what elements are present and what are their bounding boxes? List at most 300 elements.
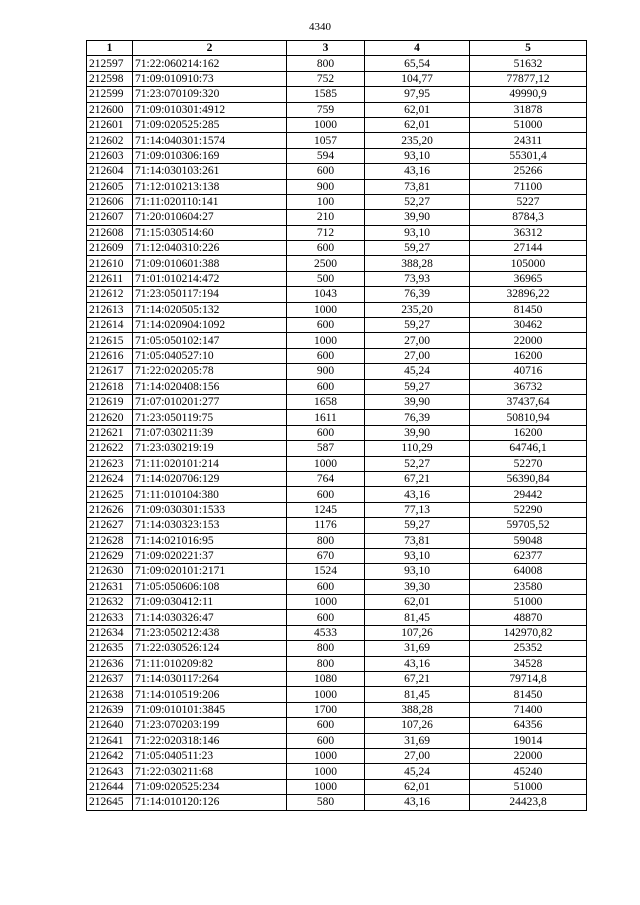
cadastral-number-cell: 71:14:030103:261 — [133, 164, 287, 179]
value-cell: 51000 — [470, 595, 587, 610]
row-number-cell: 212613 — [87, 302, 133, 317]
table-row — [87, 548, 587, 563]
column-header-2: 2 — [133, 41, 287, 56]
rate-cell: 93,10 — [365, 148, 470, 163]
cadastral-number-cell: 71:09:030301:1533 — [133, 502, 287, 517]
cadastral-number-cell: 71:05:050606:108 — [133, 579, 287, 594]
area-cell: 1176 — [287, 518, 365, 533]
area-cell: 210 — [287, 210, 365, 225]
cadastral-number-cell: 71:14:021016:95 — [133, 533, 287, 548]
row-number-cell: 212638 — [87, 687, 133, 702]
area-cell: 800 — [287, 656, 365, 671]
rate-cell: 59,27 — [365, 241, 470, 256]
table-row — [87, 579, 587, 594]
table-row — [87, 364, 587, 379]
area-cell: 4533 — [287, 625, 365, 640]
value-cell: 25352 — [470, 641, 587, 656]
table-row — [87, 302, 587, 317]
value-cell: 24423,8 — [470, 795, 587, 810]
area-cell: 1000 — [287, 764, 365, 779]
area-cell: 600 — [287, 348, 365, 363]
value-cell: 52290 — [470, 502, 587, 517]
cadastral-number-cell: 71:23:030219:19 — [133, 441, 287, 456]
table-row — [87, 702, 587, 717]
area-cell: 600 — [287, 425, 365, 440]
area-cell: 900 — [287, 179, 365, 194]
rate-cell: 93,10 — [365, 548, 470, 563]
row-number-cell: 212634 — [87, 625, 133, 640]
table-row — [87, 502, 587, 517]
rate-cell: 73,93 — [365, 271, 470, 286]
row-number-cell: 212629 — [87, 548, 133, 563]
table-row — [87, 271, 587, 286]
value-cell: 51632 — [470, 56, 587, 71]
rate-cell: 59,27 — [365, 318, 470, 333]
rate-cell: 73,81 — [365, 533, 470, 548]
value-cell: 79714,8 — [470, 672, 587, 687]
area-cell: 1000 — [287, 117, 365, 132]
row-number-cell: 212606 — [87, 194, 133, 209]
value-cell: 64356 — [470, 718, 587, 733]
rate-cell: 45,24 — [365, 364, 470, 379]
cadastral-number-cell: 71:20:010604:27 — [133, 210, 287, 225]
cadastral-number-cell: 71:14:030117:264 — [133, 672, 287, 687]
value-cell: 81450 — [470, 687, 587, 702]
rate-cell: 93,10 — [365, 225, 470, 240]
value-cell: 22000 — [470, 333, 587, 348]
row-number-cell: 212645 — [87, 795, 133, 810]
area-cell: 1611 — [287, 410, 365, 425]
cadastral-number-cell: 71:11:020101:214 — [133, 456, 287, 471]
cadastral-number-cell: 71:12:040310:226 — [133, 241, 287, 256]
area-cell: 600 — [287, 379, 365, 394]
row-number-cell: 212597 — [87, 56, 133, 71]
row-number-cell: 212619 — [87, 394, 133, 409]
table-row — [87, 456, 587, 471]
table-header — [87, 41, 587, 56]
rate-cell: 52,27 — [365, 456, 470, 471]
table-row — [87, 672, 587, 687]
table-row — [87, 287, 587, 302]
table-row — [87, 533, 587, 548]
table-row — [87, 779, 587, 794]
cadastral-number-cell: 71:14:020904:1092 — [133, 318, 287, 333]
cadastral-number-cell: 71:14:040301:1574 — [133, 133, 287, 148]
value-cell: 34528 — [470, 656, 587, 671]
table-row — [87, 164, 587, 179]
table-row — [87, 71, 587, 86]
area-cell: 600 — [287, 610, 365, 625]
cadastral-number-cell: 71:11:010104:380 — [133, 487, 287, 502]
area-cell: 600 — [287, 579, 365, 594]
cadastral-number-cell: 71:09:020525:234 — [133, 779, 287, 794]
area-cell: 600 — [287, 318, 365, 333]
value-cell: 27144 — [470, 241, 587, 256]
rate-cell: 39,90 — [365, 425, 470, 440]
table-row — [87, 641, 587, 656]
area-cell: 670 — [287, 548, 365, 563]
area-cell: 759 — [287, 102, 365, 117]
table-row — [87, 610, 587, 625]
area-cell: 1000 — [287, 687, 365, 702]
row-number-cell: 212636 — [87, 656, 133, 671]
column-header-5: 5 — [470, 41, 587, 56]
table-row — [87, 687, 587, 702]
area-cell: 600 — [287, 718, 365, 733]
row-number-cell: 212642 — [87, 748, 133, 763]
area-cell: 600 — [287, 164, 365, 179]
row-number-cell: 212615 — [87, 333, 133, 348]
value-cell: 71400 — [470, 702, 587, 717]
table-row — [87, 117, 587, 132]
land-register-table — [86, 40, 587, 811]
cadastral-number-cell: 71:23:070203:199 — [133, 718, 287, 733]
value-cell: 51000 — [470, 779, 587, 794]
rate-cell: 77,13 — [365, 502, 470, 517]
cadastral-number-cell: 71:23:070109:320 — [133, 87, 287, 102]
row-number-cell: 212641 — [87, 733, 133, 748]
rate-cell: 27,00 — [365, 748, 470, 763]
area-cell: 1245 — [287, 502, 365, 517]
row-number-cell: 212600 — [87, 102, 133, 117]
area-cell: 1000 — [287, 779, 365, 794]
row-number-cell: 212623 — [87, 456, 133, 471]
value-cell: 50810,94 — [470, 410, 587, 425]
area-cell: 1000 — [287, 333, 365, 348]
rate-cell: 73,81 — [365, 179, 470, 194]
cadastral-number-cell: 71:11:020110:141 — [133, 194, 287, 209]
rate-cell: 59,27 — [365, 379, 470, 394]
row-number-cell: 212618 — [87, 379, 133, 394]
row-number-cell: 212617 — [87, 364, 133, 379]
rate-cell: 62,01 — [365, 779, 470, 794]
cadastral-number-cell: 71:11:010209:82 — [133, 656, 287, 671]
value-cell: 62377 — [470, 548, 587, 563]
area-cell: 1000 — [287, 456, 365, 471]
row-number-cell: 212610 — [87, 256, 133, 271]
area-cell: 600 — [287, 487, 365, 502]
row-number-cell: 212603 — [87, 148, 133, 163]
value-cell: 64746,1 — [470, 441, 587, 456]
cadastral-number-cell: 71:14:010519:206 — [133, 687, 287, 702]
table-row — [87, 148, 587, 163]
cadastral-number-cell: 71:22:020205:78 — [133, 364, 287, 379]
cadastral-number-cell: 71:05:040527:10 — [133, 348, 287, 363]
value-cell: 16200 — [470, 348, 587, 363]
table-row — [87, 102, 587, 117]
table-row — [87, 656, 587, 671]
value-cell: 8784,3 — [470, 210, 587, 225]
value-cell: 51000 — [470, 117, 587, 132]
value-cell: 105000 — [470, 256, 587, 271]
rate-cell: 81,45 — [365, 687, 470, 702]
row-number-cell: 212633 — [87, 610, 133, 625]
rate-cell: 39,90 — [365, 394, 470, 409]
area-cell: 1000 — [287, 748, 365, 763]
row-number-cell: 212598 — [87, 71, 133, 86]
area-cell: 1700 — [287, 702, 365, 717]
area-cell: 500 — [287, 271, 365, 286]
area-cell: 764 — [287, 471, 365, 486]
table-row — [87, 348, 587, 363]
row-number-cell: 212644 — [87, 779, 133, 794]
table-row — [87, 56, 587, 71]
cadastral-number-cell: 71:22:060214:162 — [133, 56, 287, 71]
value-cell: 22000 — [470, 748, 587, 763]
row-number-cell: 212614 — [87, 318, 133, 333]
table-row — [87, 133, 587, 148]
table-row — [87, 425, 587, 440]
rate-cell: 45,24 — [365, 764, 470, 779]
row-number-cell: 212643 — [87, 764, 133, 779]
area-cell: 900 — [287, 364, 365, 379]
value-cell: 40716 — [470, 364, 587, 379]
area-cell: 1000 — [287, 595, 365, 610]
cadastral-number-cell: 71:09:030412:11 — [133, 595, 287, 610]
rate-cell: 39,30 — [365, 579, 470, 594]
rate-cell: 104,77 — [365, 71, 470, 86]
table-row — [87, 718, 587, 733]
table-row — [87, 733, 587, 748]
column-header-4: 4 — [365, 41, 470, 56]
value-cell: 48870 — [470, 610, 587, 625]
area-cell: 1658 — [287, 394, 365, 409]
area-cell: 712 — [287, 225, 365, 240]
table-row — [87, 625, 587, 640]
area-cell: 600 — [287, 241, 365, 256]
rate-cell: 62,01 — [365, 117, 470, 132]
rate-cell: 43,16 — [365, 795, 470, 810]
rate-cell: 62,01 — [365, 595, 470, 610]
cadastral-number-cell: 71:14:020408:156 — [133, 379, 287, 394]
area-cell: 587 — [287, 441, 365, 456]
value-cell: 36732 — [470, 379, 587, 394]
area-cell: 1000 — [287, 302, 365, 317]
row-number-cell: 212604 — [87, 164, 133, 179]
area-cell: 2500 — [287, 256, 365, 271]
area-cell: 752 — [287, 71, 365, 86]
rate-cell: 67,21 — [365, 471, 470, 486]
table-row — [87, 210, 587, 225]
row-number-cell: 212630 — [87, 564, 133, 579]
value-cell: 30462 — [470, 318, 587, 333]
rate-cell: 43,16 — [365, 656, 470, 671]
area-cell: 1043 — [287, 287, 365, 302]
area-cell: 800 — [287, 641, 365, 656]
row-number-cell: 212640 — [87, 718, 133, 733]
table-row — [87, 179, 587, 194]
cadastral-number-cell: 71:22:030211:68 — [133, 764, 287, 779]
rate-cell: 67,21 — [365, 672, 470, 687]
column-header-1: 1 — [87, 41, 133, 56]
row-number-cell: 212637 — [87, 672, 133, 687]
row-number-cell: 212599 — [87, 87, 133, 102]
area-cell: 800 — [287, 533, 365, 548]
table-row — [87, 379, 587, 394]
value-cell: 81450 — [470, 302, 587, 317]
cadastral-number-cell: 71:09:010910:73 — [133, 71, 287, 86]
row-number-cell: 212627 — [87, 518, 133, 533]
table-row — [87, 471, 587, 486]
row-number-cell: 212624 — [87, 471, 133, 486]
cadastral-number-cell: 71:09:010601:388 — [133, 256, 287, 271]
value-cell: 77877,12 — [470, 71, 587, 86]
cadastral-number-cell: 71:22:030526:124 — [133, 641, 287, 656]
cadastral-number-cell: 71:14:020706:129 — [133, 471, 287, 486]
cadastral-number-cell: 71:09:010306:169 — [133, 148, 287, 163]
row-number-cell: 212605 — [87, 179, 133, 194]
row-number-cell: 212609 — [87, 241, 133, 256]
row-number-cell: 212620 — [87, 410, 133, 425]
cadastral-number-cell: 71:12:010213:138 — [133, 179, 287, 194]
area-cell: 1080 — [287, 672, 365, 687]
row-number-cell: 212631 — [87, 579, 133, 594]
value-cell: 19014 — [470, 733, 587, 748]
row-number-cell: 212608 — [87, 225, 133, 240]
rate-cell: 97,95 — [365, 87, 470, 102]
table-row — [87, 225, 587, 240]
row-number-cell: 212639 — [87, 702, 133, 717]
cadastral-number-cell: 71:23:050117:194 — [133, 287, 287, 302]
table-row — [87, 487, 587, 502]
row-number-cell: 212611 — [87, 271, 133, 286]
rate-cell: 81,45 — [365, 610, 470, 625]
cadastral-number-cell: 71:01:010214:472 — [133, 271, 287, 286]
row-number-cell: 212612 — [87, 287, 133, 302]
value-cell: 16200 — [470, 425, 587, 440]
value-cell: 49990,9 — [470, 87, 587, 102]
table-row — [87, 795, 587, 810]
value-cell: 52270 — [470, 456, 587, 471]
value-cell: 32896,22 — [470, 287, 587, 302]
rate-cell: 31,69 — [365, 733, 470, 748]
rate-cell: 27,00 — [365, 333, 470, 348]
rate-cell: 52,27 — [365, 194, 470, 209]
table-row — [87, 256, 587, 271]
value-cell: 45240 — [470, 764, 587, 779]
row-number-cell: 212601 — [87, 117, 133, 132]
table-row — [87, 394, 587, 409]
table-row — [87, 318, 587, 333]
value-cell: 37437,64 — [470, 394, 587, 409]
cadastral-number-cell: 71:05:050102:147 — [133, 333, 287, 348]
value-cell: 36965 — [470, 271, 587, 286]
value-cell: 25266 — [470, 164, 587, 179]
value-cell: 23580 — [470, 579, 587, 594]
rate-cell: 76,39 — [365, 410, 470, 425]
table-row — [87, 564, 587, 579]
value-cell: 36312 — [470, 225, 587, 240]
cadastral-number-cell: 71:09:010301:4912 — [133, 102, 287, 117]
rate-cell: 39,90 — [365, 210, 470, 225]
rate-cell: 107,26 — [365, 718, 470, 733]
value-cell: 59705,52 — [470, 518, 587, 533]
row-number-cell: 212602 — [87, 133, 133, 148]
table-row — [87, 194, 587, 209]
table-row — [87, 764, 587, 779]
value-cell: 31878 — [470, 102, 587, 117]
table-row — [87, 518, 587, 533]
value-cell: 142970,82 — [470, 625, 587, 640]
rate-cell: 93,10 — [365, 564, 470, 579]
value-cell: 59048 — [470, 533, 587, 548]
table-row — [87, 333, 587, 348]
row-number-cell: 212621 — [87, 425, 133, 440]
page-number: 4340 — [309, 21, 331, 33]
row-number-cell: 212632 — [87, 595, 133, 610]
row-number-cell: 212616 — [87, 348, 133, 363]
value-cell: 29442 — [470, 487, 587, 502]
rate-cell: 31,69 — [365, 641, 470, 656]
value-cell: 55301,4 — [470, 148, 587, 163]
area-cell: 800 — [287, 56, 365, 71]
rate-cell: 110,29 — [365, 441, 470, 456]
rate-cell: 59,27 — [365, 518, 470, 533]
cadastral-number-cell: 71:23:050119:75 — [133, 410, 287, 425]
rate-cell: 43,16 — [365, 164, 470, 179]
row-number-cell: 212607 — [87, 210, 133, 225]
rate-cell: 62,01 — [365, 102, 470, 117]
rate-cell: 107,26 — [365, 625, 470, 640]
value-cell: 71100 — [470, 179, 587, 194]
row-number-cell: 212625 — [87, 487, 133, 502]
row-number-cell: 212626 — [87, 502, 133, 517]
header-row — [87, 41, 587, 56]
table-row — [87, 748, 587, 763]
cadastral-number-cell: 71:14:020505:132 — [133, 302, 287, 317]
cadastral-number-cell: 71:14:030326:47 — [133, 610, 287, 625]
table-body — [87, 56, 587, 810]
table-row — [87, 410, 587, 425]
rate-cell: 43,16 — [365, 487, 470, 502]
value-cell: 5227 — [470, 194, 587, 209]
row-number-cell: 212622 — [87, 441, 133, 456]
area-cell: 600 — [287, 733, 365, 748]
cadastral-number-cell: 71:09:020221:37 — [133, 548, 287, 563]
cadastral-number-cell: 71:15:030514:60 — [133, 225, 287, 240]
cadastral-number-cell: 71:07:010201:277 — [133, 394, 287, 409]
cadastral-number-cell: 71:09:020101:2171 — [133, 564, 287, 579]
row-number-cell: 212635 — [87, 641, 133, 656]
rate-cell: 76,39 — [365, 287, 470, 302]
rate-cell: 65,54 — [365, 56, 470, 71]
table-row — [87, 595, 587, 610]
cadastral-number-cell: 71:22:020318:146 — [133, 733, 287, 748]
value-cell: 64008 — [470, 564, 587, 579]
rate-cell: 388,28 — [365, 256, 470, 271]
table-row — [87, 87, 587, 102]
rate-cell: 388,28 — [365, 702, 470, 717]
column-header-3: 3 — [287, 41, 365, 56]
value-cell: 56390,84 — [470, 471, 587, 486]
area-cell: 580 — [287, 795, 365, 810]
cadastral-number-cell: 71:23:050212:438 — [133, 625, 287, 640]
area-cell: 100 — [287, 194, 365, 209]
table-row — [87, 441, 587, 456]
rate-cell: 235,20 — [365, 302, 470, 317]
cadastral-number-cell: 71:07:030211:39 — [133, 425, 287, 440]
cadastral-number-cell: 71:09:020525:285 — [133, 117, 287, 132]
row-number-cell: 212628 — [87, 533, 133, 548]
value-cell: 24311 — [470, 133, 587, 148]
cadastral-number-cell: 71:09:010101:3845 — [133, 702, 287, 717]
area-cell: 1585 — [287, 87, 365, 102]
cadastral-number-cell: 71:05:040511:23 — [133, 748, 287, 763]
area-cell: 594 — [287, 148, 365, 163]
cadastral-number-cell: 71:14:030323:153 — [133, 518, 287, 533]
rate-cell: 235,20 — [365, 133, 470, 148]
area-cell: 1524 — [287, 564, 365, 579]
